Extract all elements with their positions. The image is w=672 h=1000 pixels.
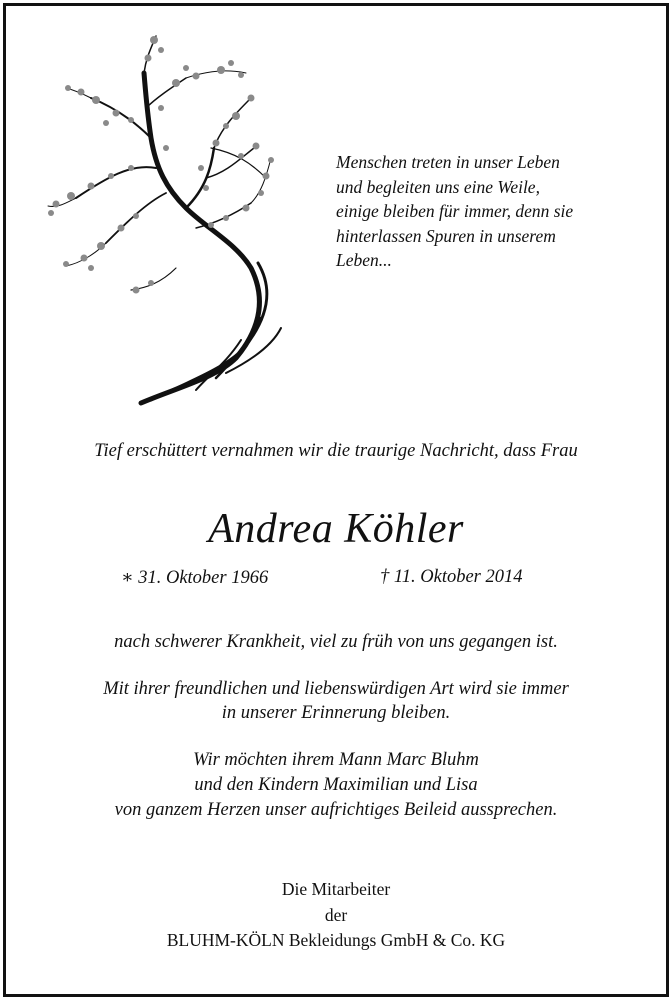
memory-line: Mit ihrer freundlichen und liebenswürdigen Art wird sie immer (103, 679, 569, 699)
birth-date-text: 31. Oktober 1966 (138, 568, 269, 588)
death-date-text: 11. Oktober 2014 (393, 567, 523, 587)
memory-line: in unserer Erinnerung bleiben. (221, 703, 451, 723)
condolence-line: von ganzem Herzen unser aufrichtiges Beileid aussprechen. (114, 800, 558, 820)
company-name: BLUHM-KÖLN Bekleidungs GmbH & Co. KG (166, 930, 506, 950)
poem-line: hinterlassen Spuren in unserem (336, 225, 556, 246)
birth-date (121, 567, 268, 589)
condolence-line: Wir möchten ihrem Mann Marc Bluhm (193, 750, 479, 770)
death-date (380, 567, 523, 588)
passing-text: nach schwerer Krankheit, viel zu früh von uns gegangen ist. (114, 632, 558, 652)
poem-line: einige bleiben für immer, denn sie (336, 201, 574, 221)
poem-quote (336, 150, 636, 273)
poem-line: Leben... (336, 250, 392, 270)
poem-line: Menschen treten in unser Leben (336, 152, 560, 172)
blossom-branch-illustration (36, 28, 296, 413)
condolence-line: und den Kindern Maximilian und Lisa (194, 775, 478, 795)
poem-line: und begleiten uns eine Weile, (336, 176, 540, 197)
signature-line: Die Mitarbeiter (281, 879, 391, 899)
birth-star-icon: ∗ (121, 568, 134, 588)
signature-line: der (324, 905, 348, 925)
death-cross-icon: † (380, 567, 390, 587)
announcement-intro: Tief erschüttert vernahmen wir die traurige Nachricht, dass Frau (94, 441, 578, 461)
deceased-name: Andrea Köhler (208, 506, 464, 552)
